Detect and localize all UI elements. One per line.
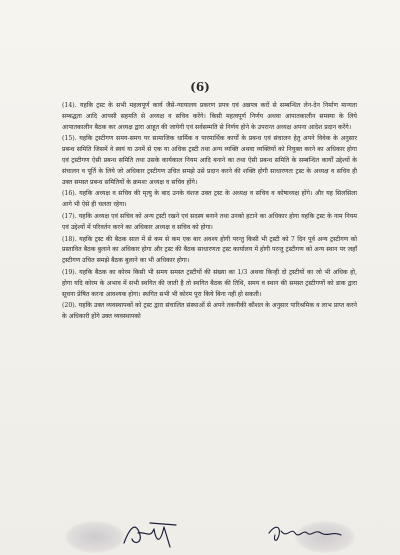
signature-right <box>265 519 345 549</box>
clause-17: (17). यहकि अध्यक्ष एवं सचिव को अन्य ट्रस्टी रखने एवं सदस्य बनाने तथा उनको हटाने का अधिकार होगा यहकि ट्रस्ट के नाम नियम एवं उद्देश्यों में परिवर्तन करने का अधिकार अध्यक्ष व सचिव को होगा। <box>62 212 357 231</box>
clause-20: (20). यहकि उक्त व्यवस्थापकों को ट्रस्ट द्वारा संचालित संस्थाओं से अपने तकनीकी कौशल के अनुसार पारिश्रमिक व लाभ प्राप्त करने के अधिकारी होंगे उक्त व्यवस्थापको <box>62 302 357 321</box>
thumbprint-stamp-left <box>65 521 125 553</box>
clause-16: (16). यहकि अध्यक्ष व सचिव की मृत्यु के बाद उनके वंशज उक्त ट्रस्ट के अध्यक्ष व सचिव व कोषाध्यक्ष होंगे। और यह सिलसिला आगे भी ऐसे ही चलता रहेगा। <box>62 190 357 209</box>
clause-18: (18). यहकि ट्रस्ट की बैठक साल में से कम से कम एक बार अवश्य होगी परन्तु किसी भी ट्रस्टी को 7 दिन पूर्व अन्य ट्रस्टीगण को प्रस्तावित बैठक बुलाने का अधिकार होगा और ट्रस्ट की बैठक साधारणतः ट्रस्ट कार्यालय में होगी परन्तु ट्रस्टीगण को अन्य स्थान पर जहाँ ट्रस्टीगण उचित समझे बैठक बुलाने का भी अधिकार होगा। <box>62 235 357 265</box>
page-number: (6) <box>190 80 210 94</box>
document-body <box>62 101 357 324</box>
clause-15: (15). यहकि ट्रस्टीगण समय-समय पर सामाजिक धार्मिक व पारमार्थिक कार्यों के प्रबन्ध एवं संचालन हेतु अपने विवेक के अनुसार प्रबन्ध समिति जिसमें वे स्वयं या उनमें से एक या अधिक ट्रस्टी तथा अन्य व्यक्ति अथवा व्यक्तियों को नियुक्त करने का अधिकार होगा एवं ट्रस्टीगण ऐसी प्रबन्ध समिति तथा उसके कार्यकाल नियम आदि बनाने का तथा ऐसी प्रबन्ध समिति के सम्बन्धित कार्यों उद्देश्यों के संचालन व पूर्ति के लिये जो अधिकार ट्रस्टीगण उचित समझे उसे प्रदान करने की शक्ति होगी साधारणतः ट्रस्ट के अध्यक्ष व सचिव ही उक्त समस्त प्रबन्ध समितियों के क्रमशः अध्यक्ष व सचिव होंगे। <box>62 135 357 186</box>
signature-left <box>120 517 180 551</box>
clause-19: (19). यहकि बैठक का कोरम किसी भी समय समस्त ट्रस्टीयों की संख्या का 1/3 अथवा किन्ही दो ट्रस्टीयों का जो भी अधिक हो, होगा यदि कोरम के अभाव में सभी स्थगित की जाती है तो स्थगित बैठक की तिथि, समय व स्थान की समस्त ट्रस्टीगणों को डाक द्वारा सूचना प्रेषित करना आवश्यक होगा। स्थगित सभी भी कोरम पूरा किये बिना नही हो सकती। <box>62 268 357 298</box>
clause-14: (14). यहकि ट्रस्ट के सभी महत्वपूर्ण कार्य जैसे-न्यायालय प्रकरण प्रपत्र एवं अन्नपत्र करों से सम्बन्धित लेन-देन निर्माण मान्यता सम्बद्धता आदि आपसी सहमति से अध्यक्ष व सचिव करेंगे। किसी महत्वपूर्ण निर्णय अथवा आपातकालीन समस्या के लिये आपातकालीन बैठक कर अध्यक्ष द्वारा आहूत की जायेगी एवं सर्वसम्मति से निर्णय होने के उपरान्त अध्यक्ष अपना आदेश प्रदान करेंगे। <box>62 102 357 131</box>
signature-area <box>60 515 360 555</box>
